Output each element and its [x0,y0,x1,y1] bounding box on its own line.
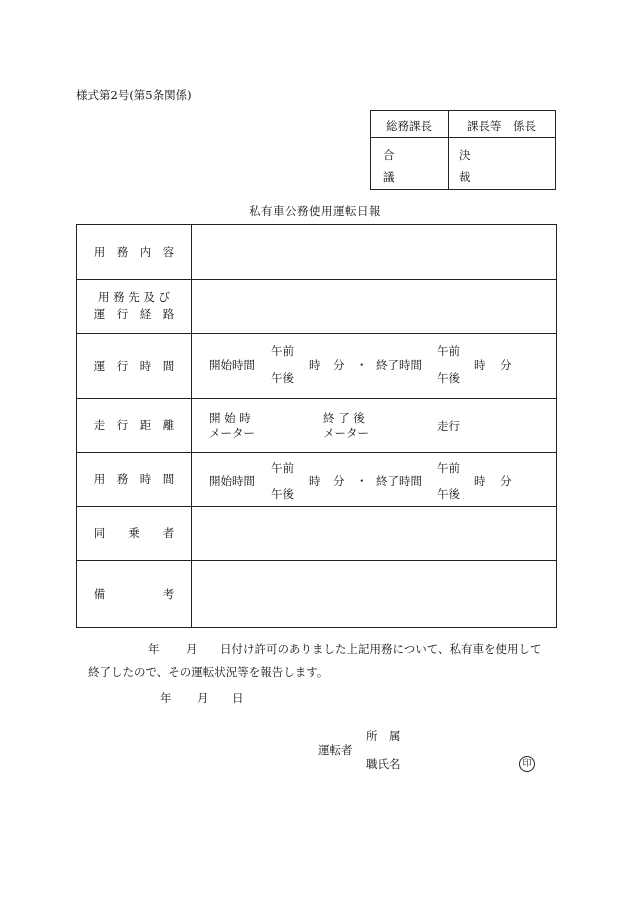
report-date-month: 月 [197,691,209,705]
duty-end-am: 午前 [437,461,460,475]
document-title: 私有車公務使用運転日報 [249,204,381,218]
label-passengers: 同 乗 者 [93,526,175,540]
approval-divider-horizontal [371,137,555,138]
operation-end-am: 午前 [437,344,460,358]
approval-decision-1: 決 [459,148,471,162]
operation-start-label: 開始時間 [209,358,255,372]
operation-end-minute: 分 [500,358,512,372]
statement-year: 年 [148,642,160,656]
approval-header-section-chief: 課長等 係長 [467,119,536,133]
operation-start-hour: 時 [309,358,321,372]
label-distance: 走 行 距 離 [93,418,175,432]
distance-start-label: 開 始 時 [209,411,251,425]
label-duty-time: 用 務 時 間 [93,472,175,486]
distance-end-meter: メーター [323,426,369,440]
duty-end-label: 終了時間 [376,474,422,488]
duty-start-am: 午前 [271,461,294,475]
approval-stamp-box [370,110,556,190]
approval-consult-2: 議 [383,170,395,184]
duty-end-pm: 午後 [437,487,460,501]
approval-divider-vertical [448,111,449,189]
duty-end-hour: 時 [474,474,486,488]
approval-consult-1: 合 [383,148,395,162]
label-destination-route: 用 務 先 及 び 運 行 経 路 [93,290,175,321]
signature-affiliation-label: 所 属 [366,729,401,743]
operation-end-label: 終了時間 [376,358,422,372]
statement-month: 月 [186,642,198,656]
duty-start-hour: 時 [309,474,321,488]
report-date-day: 日 [232,691,244,705]
seal-icon: 印 [519,756,535,772]
operation-start-am: 午前 [271,344,294,358]
duty-start-pm: 午後 [271,487,294,501]
label-operation-time: 運 行 時 間 [93,358,175,373]
duty-end-minute: 分 [500,474,512,488]
operation-end-hour: 時 [474,358,486,372]
duty-separator: ・ [356,474,368,488]
operation-start-pm: 午後 [271,371,294,385]
operation-start-minute: 分 [333,358,345,372]
operation-separator: ・ [356,358,368,372]
duty-start-minute: 分 [333,474,345,488]
report-table [76,224,557,628]
distance-driven-label: 走行 [437,419,460,433]
signature-driver-label: 運転者 [318,743,353,757]
statement-line-2: 終了したので、その運転状況等を報告します。 [88,665,329,679]
approval-decision-2: 裁 [459,170,471,184]
form-identifier: 様式第2号(第5条関係) [76,88,192,102]
label-duty-content: 用 務 内 容 [93,245,175,259]
operation-end-pm: 午後 [437,371,460,385]
distance-start-meter: メーター [209,426,255,440]
label-remarks: 備 考 [93,587,175,601]
statement-line-1: 日付け許可のありました上記用務について、私有車を使用して [220,642,542,656]
distance-end-label: 終 了 後 [323,411,365,425]
approval-header-general-affairs: 総務課長 [386,119,432,133]
duty-start-label: 開始時間 [209,474,255,488]
table-column-divider [191,225,192,627]
report-date-year: 年 [160,691,172,705]
signature-name-label: 職氏名 [366,757,401,771]
